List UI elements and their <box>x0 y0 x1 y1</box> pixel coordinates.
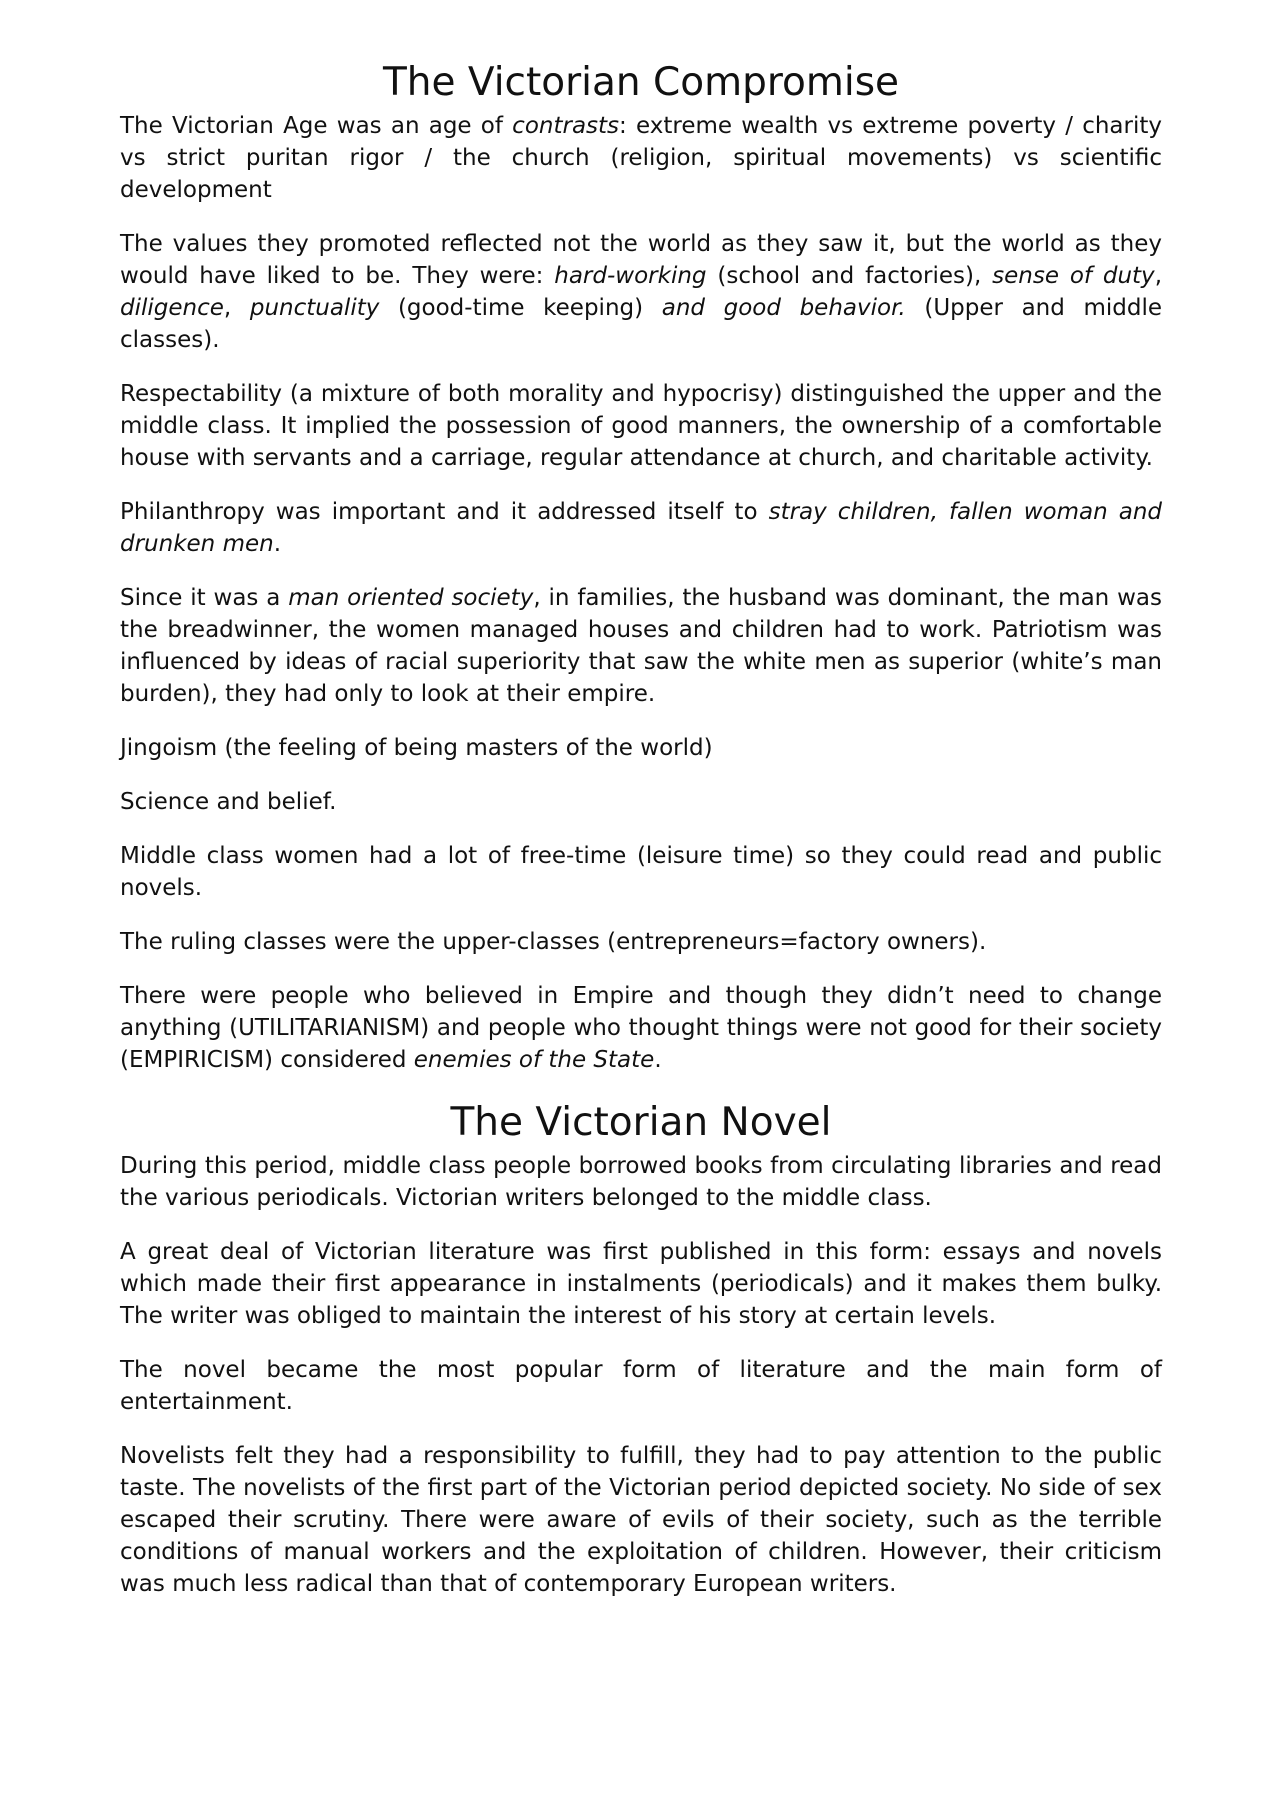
paragraph-man-oriented-society <box>120 582 1162 710</box>
text-run: The Victorian Age was an age of <box>120 113 513 139</box>
text-run: , <box>223 295 250 321</box>
italic-text: hard-working <box>554 263 707 289</box>
text-run: (good-time keeping) <box>379 295 662 321</box>
paragraph-instalments: A great deal of Victorian literature was first published in this form: essays and novels which made their first appearance in instalments (periodicals) and it makes them bulky. The writer was obliged to maintain the interest of his story at certain levels. <box>120 1239 1162 1329</box>
paragraph-empire <box>120 980 1162 1076</box>
text-run: , <box>1154 263 1162 289</box>
paragraph-values <box>120 228 1162 356</box>
italic-text: and good behavior. <box>661 295 906 321</box>
italic-text: punctuality <box>249 295 380 321</box>
italic-text: diligence <box>120 295 224 321</box>
paragraph-respectability: Respectability (a mixture of both morality and hypocrisy) distinguished the upper and the middle class. It implied the possession of good manners, the ownership of a comfortable house with servants and a carriage, regular attendance at church, and charitable activity. <box>120 381 1162 471</box>
document-page <box>120 58 1162 1622</box>
paragraph-circulating-libraries: During this period, middle class people borrowed books from circulating libraries and read the various periodicals. Victorian writers belonged to the middle class. <box>120 1153 1162 1211</box>
paragraph-age-of-contrasts <box>120 110 1162 206</box>
italic-text: enemies of the State <box>413 1047 655 1073</box>
section-title-victorian-compromise: The Victorian Compromise <box>382 60 900 105</box>
paragraph-popular-form: The novel became the most popular form of literature and the main form of entertainment. <box>120 1357 1162 1415</box>
text-run: , in families, the husband was dominant, the man was the breadwinner, the women managed houses and children had to work. Patriotism was influenced by ideas of racial superiority that saw the white men as superior (white’s man burden), they had only to look at their empire. <box>120 585 1162 707</box>
text-run: : extreme wealth vs extreme poverty / charity vs strict puritan rigor / the church (religion, spiritual movements) vs scientific development <box>120 113 1162 203</box>
paragraph-middle-class-women: Middle class women had a lot of free-time (leisure time) so they could read and public novels. <box>120 843 1162 901</box>
text-run: (Upper and middle classes). <box>120 295 1163 353</box>
italic-text: man oriented society <box>288 585 534 611</box>
italic-text: sense of duty <box>992 263 1155 289</box>
paragraph-novelists: Novelists felt they had a responsibility to fulfill, they had to pay attention to the public taste. The novelists of the first part of the Victorian period depicted society. No side of sex escaped their scrutiny. There were aware of evils of their society, such as the terrible conditions of manual workers and the exploitation of children. However, their criticism was much less radical than that of contemporary European writers. <box>120 1443 1162 1597</box>
paragraph-science-belief: Science and belief. <box>120 789 337 815</box>
text-run: Since it was a <box>120 585 289 611</box>
paragraph-jingoism: Jingoism (the feeling of being masters of the world) <box>120 735 713 761</box>
text-run: Philanthropy was important and it addressed itself to <box>120 499 769 525</box>
italic-text: contrasts <box>512 113 620 139</box>
text-run: . <box>273 531 282 557</box>
text-run: There were people who believed in Empire and though they didn’t need to change anything (UTILITARIANISM) and people who thought things were not good for their society (EMPIRICISM) considered <box>120 983 1162 1073</box>
italic-text: stray children, fallen woman and drunken men <box>120 499 1162 557</box>
text-run: The values they promoted reflected not the world as they saw it, but the world as they would have liked to be. They were: <box>120 231 1162 289</box>
section-title-victorian-novel: The Victorian Novel <box>450 1100 832 1145</box>
text-run: . <box>654 1047 662 1073</box>
paragraph-philanthropy <box>120 496 1162 560</box>
paragraph-ruling-classes: The ruling classes were the upper-classes (entrepreneurs=factory owners). <box>120 929 987 955</box>
text-run: (school and factories), <box>706 263 993 289</box>
